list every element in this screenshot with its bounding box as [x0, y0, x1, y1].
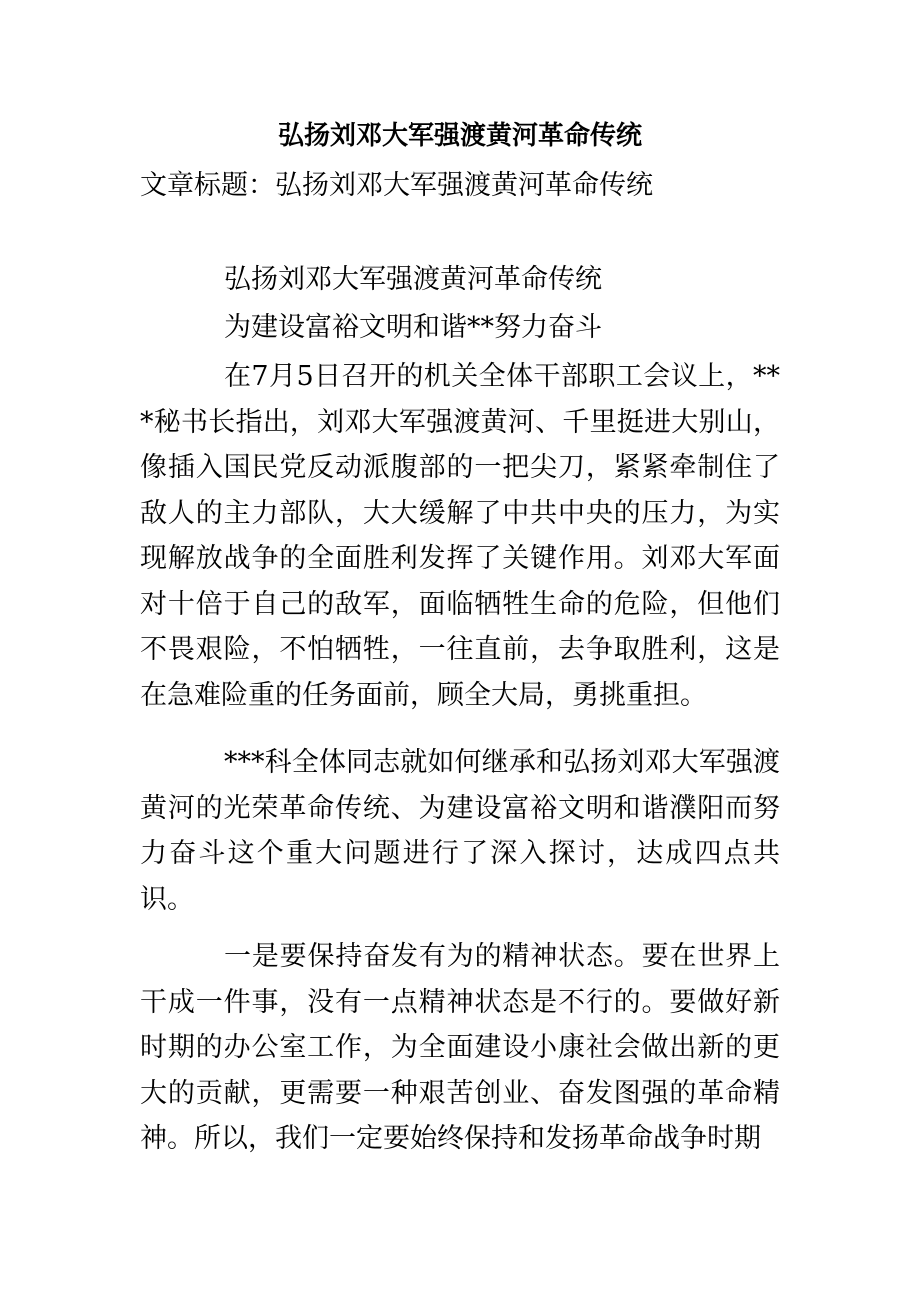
article-title-line: 文章标题：弘扬刘邓大军强渡黄河革命传统 — [140, 170, 653, 201]
paragraph-3: 一是要保持奋发有为的精神状态。要在世界上干成一件事，没有一点精神状态是不行的。要做好新时期的办公室工作，为全面建设小康社会做出新的更大的贡献，更需要一种艰苦创业、奋发图强的革命精神。所以，我们一定要始终保持和发扬革命战争时期 — [140, 941, 780, 1154]
document-title: 弘扬刘邓大军强渡黄河革命传统 — [277, 121, 642, 151]
paragraph-2: ***科全体同志就如何继承和弘扬刘邓大军强渡黄河的光荣革命传统、为建设富裕文明和谐濮阳而努力奋斗这个重大问题进行了深入探讨，达成四点共识。 — [140, 747, 780, 915]
paragraph-1: 在7月5日召开的机关全体干部职工会议上，***秘书长指出，刘邓大军强渡黄河、千里挺进大别山，像插入国民党反动派腹部的一把尖刀，紧紧牵制住了敌人的主力部队，大大缓解了中共中央的压力，为实现解放战争的全面胜利发挥了关键作用。刘邓大军面对十倍于自己的敌军，面临牺牲生命的危险，但他们不畏艰险，不怕牺牲，一往直前，去争取胜利，这是在急难险重的任务面前，顾全大局，勇挑重担。 — [140, 361, 780, 711]
heading-2: 为建设富裕文明和谐**努力奋斗 — [224, 312, 602, 343]
heading-1: 弘扬刘邓大军强渡黄河革命传统 — [224, 264, 602, 295]
